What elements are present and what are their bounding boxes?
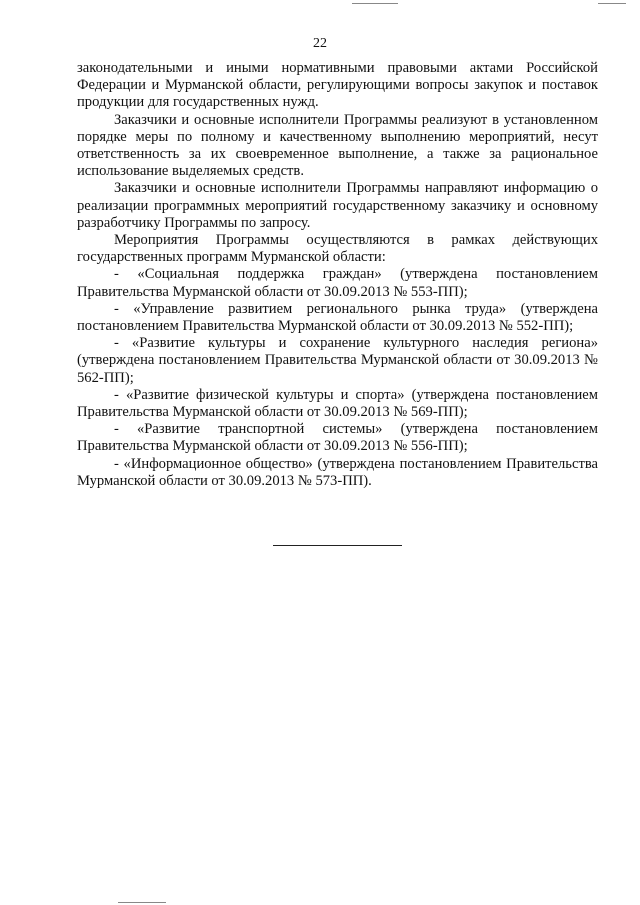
scan-artifact-bottom bbox=[118, 902, 166, 903]
program-item: - «Информационное общество» (утверждена постановлением Правительства Мурманской области от 30.09.2013 № 573-ПП). bbox=[77, 455, 598, 489]
page-number: 22 bbox=[313, 36, 327, 51]
scan-artifact-top-2 bbox=[598, 3, 626, 4]
program-item: - «Социальная поддержка граждан» (утверждена постановлением Правительства Мурманской области от 30.09.2013 № 553-ПП); bbox=[77, 266, 598, 300]
program-item: - «Развитие культуры и сохранение культурного наследия региона» (утверждена постановлением Правительства Мурманской области от 30.09.2013 № 562-ПП); bbox=[77, 335, 598, 386]
paragraph-continuation: законодательными и иными нормативными правовыми актами Российской Федерации и Мурманской области, регулирующими вопросы закупок и поставок продукции для государственных нужд. bbox=[77, 60, 598, 111]
scan-artifact-top-1 bbox=[352, 3, 398, 4]
program-item: - «Управление развитием регионального рынка труда» (утверждена постановлением Правительства Мурманской области от 30.09.2013 № 552-ПП); bbox=[77, 300, 598, 335]
program-item: - «Развитие транспортной системы» (утверждена постановлением Правительства Мурманской области от 30.09.2013 № 556-ПП); bbox=[77, 421, 598, 455]
program-item: - «Развитие физической культуры и спорта» (утверждена постановлением Правительства Мурманской области от 30.09.2013 № 569-ПП); bbox=[77, 386, 598, 421]
document-body bbox=[77, 60, 598, 490]
paragraph-responsibility: Заказчики и основные исполнители Программы реализуют в установленном порядке меры по полному и качественному выполнению мероприятий, несут ответственность за их своевременное выполнение, а также за рациональное использование выделяемых средств. bbox=[77, 111, 598, 180]
paragraph-programs-intro: Мероприятия Программы осуществляются в рамках действующих государственных программ Мурманской области: bbox=[77, 232, 598, 266]
paragraph-information: Заказчики и основные исполнители Программы направляют информацию о реализации программных мероприятий государственному заказчику и основному разработчику Программы по запросу. bbox=[77, 180, 598, 231]
end-separator-line bbox=[273, 545, 402, 546]
